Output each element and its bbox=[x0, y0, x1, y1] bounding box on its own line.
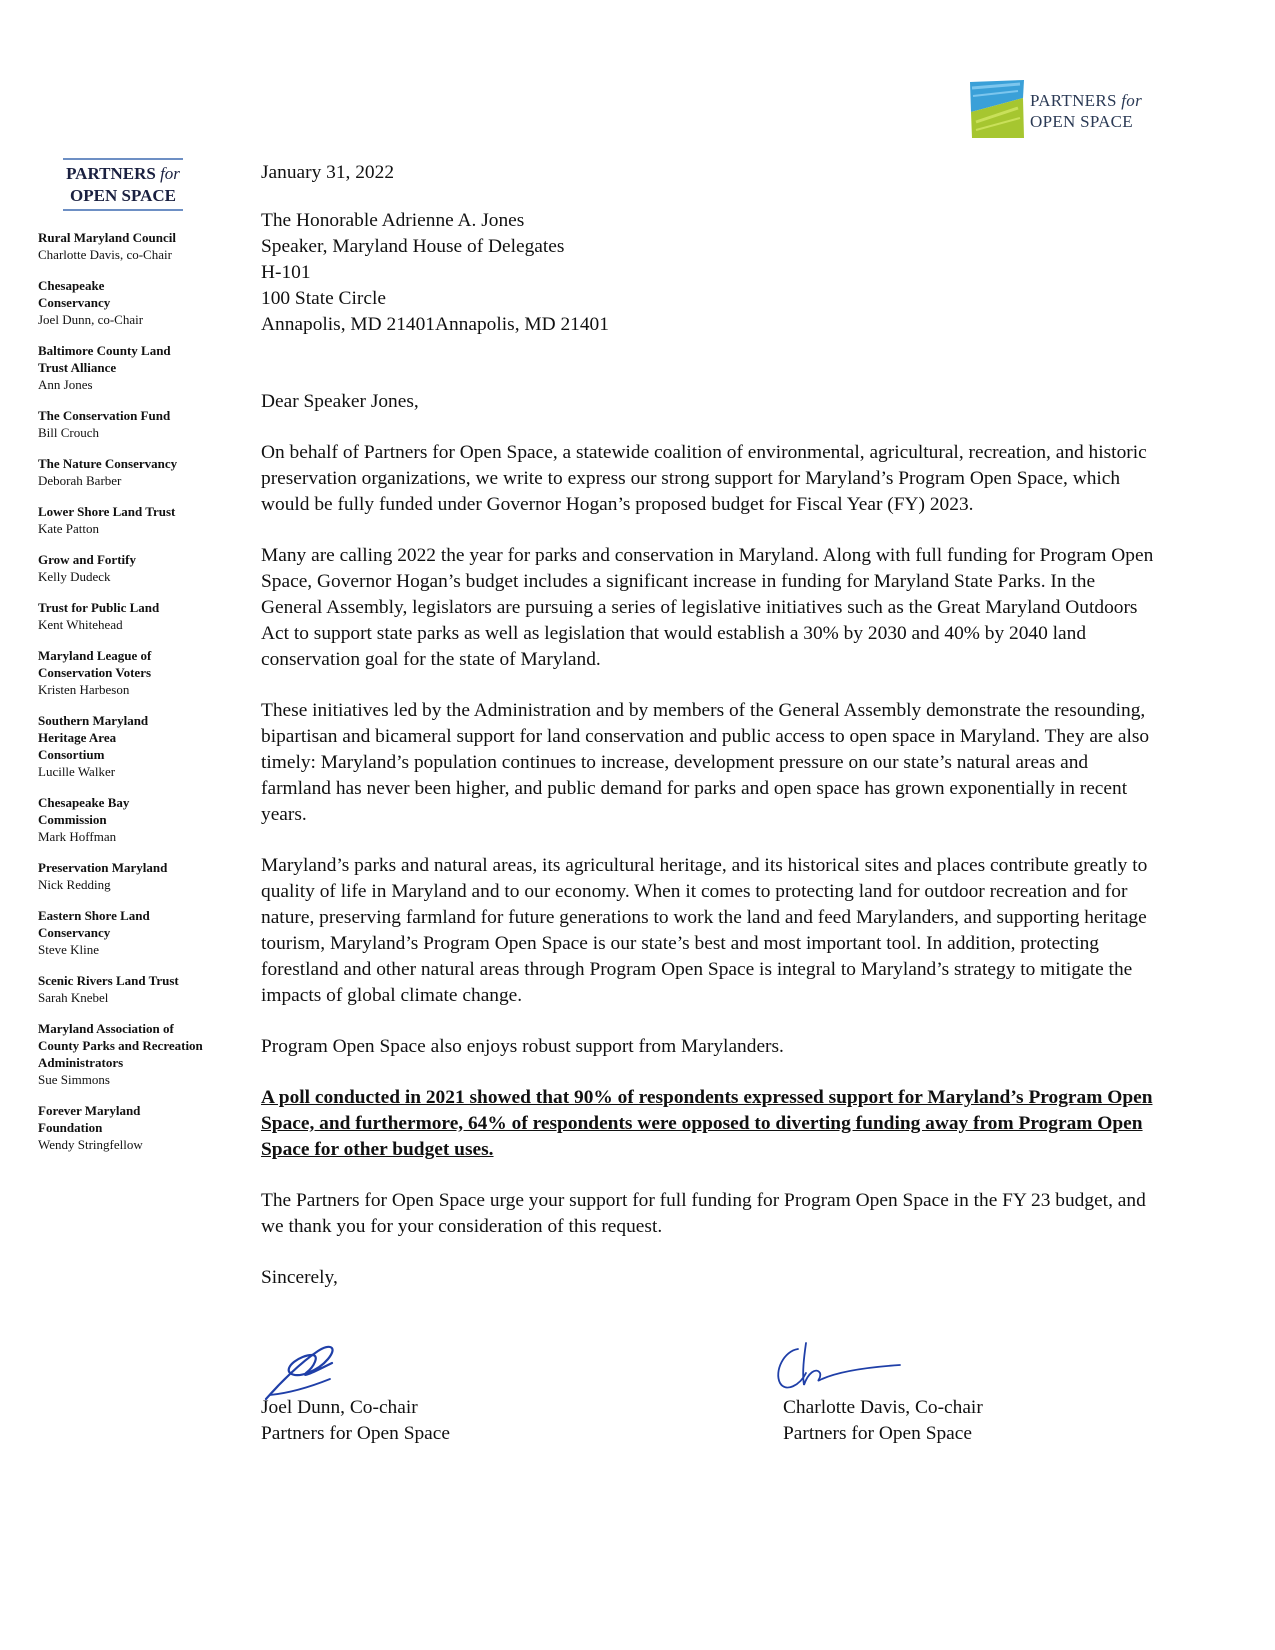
list-item: Chesapeake Bay Commission Mark Hoffman bbox=[38, 795, 130, 844]
signature-joel-dunn-icon bbox=[260, 1333, 360, 1403]
member-list bbox=[38, 229, 213, 1153]
address-line: Speaker, Maryland House of Delegates bbox=[261, 236, 565, 257]
letter-date: January 31, 2022 bbox=[261, 162, 395, 183]
letter-body bbox=[261, 160, 1161, 1291]
list-item: Southern Maryland Heritage Area Consortium Lucille Walker bbox=[38, 713, 149, 779]
signatory-org: Partners for Open Space bbox=[783, 1423, 972, 1444]
list-item: The Conservation Fund Bill Crouch bbox=[38, 408, 171, 440]
list-item: Eastern Shore Land Conservancy Steve Kline bbox=[38, 908, 150, 957]
signatory-left bbox=[261, 1395, 450, 1447]
paragraph: On behalf of Partners for Open Space, a statewide coalition of environmental, agricultural, recreation, and historic preservation organizations, we write to express our strong support for Maryland’s Program Open Space, which would be fully funded under Governor Hogan’s proposed budget for Fiscal Year (FY) 2023. bbox=[261, 442, 1147, 515]
signatory-right bbox=[783, 1395, 983, 1447]
list-item: Preservation Maryland Nick Redding bbox=[38, 860, 168, 892]
partners-logo-text: PARTNERS for OPEN SPACE bbox=[1030, 91, 1143, 131]
paragraph: These initiatives led by the Administration and by members of the General Assembly demonstrate the resounding, bipartisan and bicameral support for land conservation and public access to open space in Maryland. They are also timely: Maryland’s population continues to increase, development pressure on our state’s natural areas and farmland has never been higher, and public demand for parks and open space has grown exponentially in recent years. bbox=[261, 700, 1150, 825]
list-item: Maryland League of Conservation Voters Kristen Harbeson bbox=[38, 648, 152, 697]
signatory-name: Charlotte Davis, Co-chair bbox=[783, 1397, 983, 1418]
list-item: Maryland Association of County Parks and Recreation Administrators Sue Simmons bbox=[38, 1021, 203, 1087]
closing-paragraph: The Partners for Open Space urge your support for full funding for Program Open Space in the FY 23 budget, and we thank you for your consideration of this request. bbox=[261, 1190, 1146, 1237]
paragraph: Program Open Space also enjoys robust support from Marylanders. bbox=[261, 1036, 784, 1057]
sidebar-title: PARTNERS for OPEN SPACE bbox=[63, 158, 183, 211]
partners-logo bbox=[968, 78, 1158, 144]
member-sidebar bbox=[38, 158, 213, 1167]
valediction: Sincerely, bbox=[261, 1267, 338, 1288]
poll-statement: A poll conducted in 2021 showed that 90% of respondents expressed support for Maryland’s Program Open Space, and furthermore, 64% of respondents were opposed to diverting funding away from Program Open Space for other budget uses. bbox=[261, 1087, 1153, 1160]
list-item: Grow and Fortify Kelly Dudeck bbox=[38, 552, 136, 584]
partners-logo-mark-icon bbox=[968, 78, 1026, 140]
list-item: Baltimore County Land Trust Alliance Ann Jones bbox=[38, 343, 171, 392]
list-item: The Nature Conservancy Deborah Barber bbox=[38, 456, 178, 488]
address-line: 100 State Circle bbox=[261, 288, 386, 309]
list-item: Scenic Rivers Land Trust Sarah Knebel bbox=[38, 973, 179, 1005]
paragraph: Maryland’s parks and natural areas, its agricultural heritage, and its historical sites and places contribute greatly to quality of life in Maryland and to our economy. When it comes to protecting land for outdoor recreation and for nature, preserving farmland for future generations to work the land and feed Marylanders, and supporting heritage tourism, Maryland’s Program Open Space is our state’s best and most important tool. In addition, protecting forestland and other natural areas through Program Open Space is integral to Maryland’s strategy to mitigate the impacts of global climate change. bbox=[261, 855, 1148, 1006]
recipient-address bbox=[261, 208, 1161, 338]
list-item: Chesapeake Conservancy Joel Dunn, co-Chair bbox=[38, 278, 144, 327]
list-item: Trust for Public Land Kent Whitehead bbox=[38, 600, 160, 632]
address-line: Annapolis, MD 21401Annapolis, MD 21401 bbox=[261, 314, 609, 335]
address-line: H-101 bbox=[261, 262, 311, 283]
signatory-name: Joel Dunn, Co-chair bbox=[261, 1397, 418, 1418]
list-item: Rural Maryland Council Charlotte Davis, co-Chair bbox=[38, 230, 176, 262]
signature-charlotte-davis-icon bbox=[770, 1337, 910, 1397]
list-item: Lower Shore Land Trust Kate Patton bbox=[38, 504, 176, 536]
list-item: Forever Maryland Foundation Wendy Stringfellow bbox=[38, 1103, 143, 1152]
signatory-org: Partners for Open Space bbox=[261, 1423, 450, 1444]
address-line: The Honorable Adrienne A. Jones bbox=[261, 210, 525, 231]
greeting: Dear Speaker Jones, bbox=[261, 391, 419, 412]
paragraph: Many are calling 2022 the year for parks and conservation in Maryland. Along with full funding for Program Open Space, Governor Hogan’s budget includes a significant increase in funding for Maryland State Parks. In the General Assembly, legislators are pursuing a series of legislative initiatives such as the Great Maryland Outdoors Act to support state parks as well as legislation that would establish a 30% by 2030 and 40% by 2040 land conservation goal for the state of Maryland. bbox=[261, 545, 1154, 670]
